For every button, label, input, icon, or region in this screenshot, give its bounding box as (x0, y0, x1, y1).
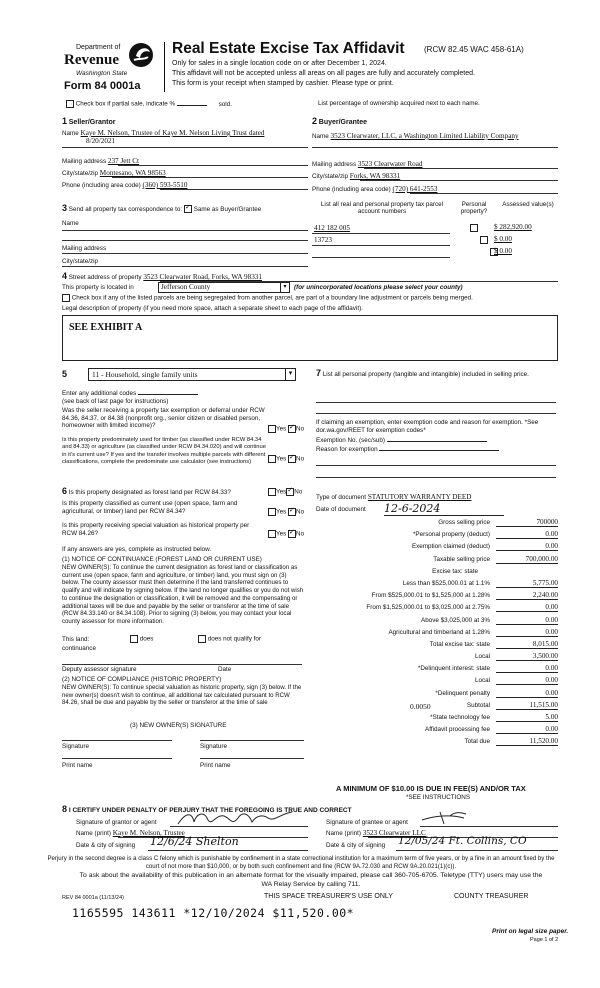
calc-row (312, 591, 558, 603)
calc-label: *State technology fee (430, 714, 490, 721)
calc-label: Taxable selling price (433, 555, 490, 563)
calc-label: From $1,525,000.01 to $3,025,000 at 2.75% (366, 604, 490, 612)
s6-q1-no-checkbox[interactable] (286, 488, 294, 496)
s6-q2-options: Yes ✓ No (268, 508, 304, 516)
parcel-number-1[interactable]: 412 182 005 (314, 224, 350, 232)
partial-sale-label: Check box if partial sale, indicate % (75, 100, 176, 108)
s6-q3-yes-checkbox[interactable] (268, 530, 276, 538)
buyer-mailing-field[interactable]: Mailing address 3523 Clearwater Road (312, 160, 423, 168)
seller-name-value: Kaye M. Nelson, Trustee of Kaye M. Nelson Living Trust dated (80, 129, 265, 137)
unincorporated-note: (for unincorporated locations please select your county) (294, 284, 463, 291)
calc-value[interactable]: 0.00 (496, 542, 558, 551)
calc-row (312, 628, 558, 640)
s5-question-2: Is this property predominately used for timber (as classified under RCW 84.34 and 84.33) or agriculture (as classified under RCW 84.34.020) and will continue in it's current use? If yes and the transfer involves multiple parcels with different classifications, complete the predominate use calculator (see instructions) (62, 437, 266, 465)
calc-value[interactable]: 0.00 (496, 616, 558, 625)
assessed-col-header: Assessed value(s) (502, 201, 554, 208)
s6-question-1: 6 Is this property designated as forest land per RCW 84.33? (62, 486, 231, 496)
calc-value[interactable]: 700000 (496, 518, 558, 527)
s5-question-1: Was the seller receiving a property tax exemption or deferral under RCW 84.36, 84.37, or 84.38 (nonprofit org., senior citizen or disabled person, homeowner with limited income)? (62, 407, 265, 429)
deputy-signature-label: Deputy assessor signature (62, 666, 137, 673)
calc-value[interactable]: 0.00 (496, 725, 558, 734)
notice-2-title: (2) NOTICE OF COMPLIANCE (HISTORIC PROPERTY) (62, 676, 222, 683)
calc-row (312, 737, 558, 749)
new-owner-signature-label-1: Signature (62, 743, 89, 750)
grantor-name-field[interactable]: Name (print) Kaye M. Nelson, Trustee (76, 829, 185, 837)
calc-row (312, 652, 558, 664)
sold-label: sold. (218, 100, 232, 108)
grantor-date-city-label: Date & city of signing (76, 842, 136, 849)
s6-q3-no-checkbox[interactable] (288, 530, 296, 538)
grantor-date-city-value[interactable]: 12/6/24 Shelton (150, 835, 239, 848)
grantee-signature-label: Signature of grantee or agent (326, 819, 408, 826)
s5-q2-yes-checkbox[interactable] (268, 455, 276, 463)
located-in-label: This property is located in (62, 284, 134, 291)
document-type-field[interactable]: Type of document STATUTORY WARRANTY DEED (316, 493, 472, 501)
calc-label: Gross selling price (438, 519, 490, 526)
exemption-instructions: If claiming an exemption, enter exemption code and reason for exemption. *See dor.wa.gov/REET for exemption codes* (316, 419, 539, 434)
county-treasurer-label: COUNTY TREASURER (454, 893, 529, 900)
street-address-field[interactable]: 4 Street address of property 3523 Clearwater Road, Forks, WA 98331 (62, 271, 262, 281)
partial-sale-checkbox[interactable] (66, 100, 74, 108)
chevron-down-icon: ▾ (280, 283, 289, 292)
dor-logo (62, 42, 162, 98)
exemption-number-field[interactable]: Exemption No. (sec/sub) (316, 437, 487, 444)
additional-codes-field[interactable]: Enter any additional codes (62, 390, 198, 397)
s6-q1-yes-checkbox[interactable] (268, 488, 276, 496)
dept-label: Department of (76, 44, 121, 51)
new-owner-print-label-1: Print name (62, 762, 93, 769)
calc-value[interactable]: 700,000.00 (496, 555, 558, 564)
s6-q1-options: Yes✓ No (268, 488, 302, 496)
assessed-value-3[interactable]: $ 0.00 (494, 247, 512, 255)
document-date-value[interactable]: 12-6-2024 (384, 502, 504, 516)
calc-row (312, 713, 558, 725)
s5-q1-options: Yes ✓ No (268, 425, 304, 433)
seller-name-value-2: 8/20/2021 (86, 137, 116, 145)
exemption-reason-field[interactable]: Reason for exemption (316, 446, 499, 453)
calc-label: Local (474, 677, 490, 685)
calc-label: Local (474, 653, 490, 661)
form-number: Form 84 0001a (64, 80, 141, 92)
calc-row (312, 616, 558, 628)
calc-row (312, 542, 558, 554)
grantee-date-city-label: Date & city of signing (326, 842, 386, 849)
calc-label: *Delinquent interest: state (417, 665, 490, 673)
partial-sale-row (66, 100, 232, 108)
calc-label: *Personal property (deduct) (412, 531, 490, 539)
s7-personal-property: 7 List all personal property (tangible and intangible) included in selling price. (316, 368, 529, 378)
s3-name-label: Name (62, 220, 79, 227)
does-not-option: does not qualify for (198, 635, 261, 643)
county-select[interactable] (158, 282, 290, 293)
calc-row (312, 676, 558, 688)
calc-value[interactable]: 2,240.00 (496, 591, 558, 600)
does-not-checkbox[interactable] (198, 635, 206, 643)
calc-row (312, 567, 558, 579)
calc-value[interactable]: 0.00 (496, 603, 558, 612)
certify-statement: 8 I CERTIFY UNDER PENALTY OF PERJURY THAT THE FOREGOING IS TRUE AND CORRECT (62, 804, 352, 814)
if-yes-note: If any answers are yes, complete as instructed below. (62, 546, 212, 553)
county-select-value: Jefferson County (161, 283, 211, 291)
calc-value[interactable]: 11,515.00 (496, 701, 558, 710)
buyer-city-field[interactable]: City/state/zip Forks, WA 98331 (312, 172, 401, 180)
calc-row (312, 725, 558, 737)
deputy-date-label: Date (218, 666, 232, 673)
new-owner-signature-label-2: Signature (200, 743, 227, 750)
s6-question-3: Is this property receiving special valuation as historical property per RCW 84.26? (62, 522, 250, 537)
local-rate-value: 0.0050 (410, 702, 431, 711)
notice-1-text: NEW OWNER(S): To continue the current designation as forest land or classification as current use (open space, farm and agriculture, or timber) land, you must sign on (3) below. The county assessor must then determine if the land transferred continues to qualify and will indicate by signing below. If the land no longer qualifies or you do not wish to continue the designation or classification, it will be removed and the compensating or additional taxes will be due and payable by the seller or transferor at the time of sale (RCW 84.33.140 or 84.34.108). Prior to signing (3) below, you may contact your local county assessor for more information. (62, 564, 304, 625)
perjury-notice: Perjury in the second degree is a class C felony which is punishable by confinement in a state correctional institution for a maximum term of five years, or by a fine in an amount fixed by the court of not more than $10,000, or by both such confinement and fine (RCW 9A.72.030 and RCW 9A.20.021(1)(c)). (47, 855, 555, 870)
calc-value[interactable]: 0.00 (496, 689, 558, 698)
calc-value[interactable]: 0.00 (496, 530, 558, 539)
calc-label: Less than $525,000.01 at 1.1% (402, 579, 490, 587)
calc-label: Excise tax: state (432, 567, 478, 575)
logo-mark-icon (128, 42, 154, 70)
calc-row (312, 518, 558, 530)
new-owner-print-label-2: Print name (200, 762, 231, 769)
state-label: Washington State (76, 70, 128, 77)
treasurer-use-label: THIS SPACE TREASURER'S USE ONLY (264, 893, 393, 900)
calc-label: Exemption claimed (deduct) (411, 543, 490, 551)
notice-3-title: (3) NEW OWNER(S) SIGNATURE (130, 722, 227, 729)
s6-q3-options: Yes ✓ No (268, 530, 304, 538)
calc-row (312, 640, 558, 652)
same-as-buyer-checkbox[interactable] (184, 205, 192, 213)
seller-city-field[interactable]: City/state/zip Montesano, WA 98563 (62, 169, 166, 177)
parcel-number-2[interactable]: 13723 (314, 236, 332, 244)
print-legal-note: Print on legal size paper. (492, 928, 569, 935)
minimum-due-note: A MINIMUM OF $10.00 IS DUE IN FEE(S) AND/OR TAX (336, 784, 526, 793)
grantee-name-field[interactable]: Name (print) 3523 Clearwater LLC (326, 829, 426, 837)
calc-label: Total excise tax: state (429, 640, 490, 648)
chevron-down-icon: ▾ (285, 369, 295, 380)
legal-description-value: SEE EXHIBIT A (69, 322, 143, 333)
land-use-value: 11 - Household, single family units (92, 370, 198, 379)
this-land-label: This land: (62, 636, 90, 643)
seller-phone-field[interactable]: Phone (including area code) (360) 593-5510 (62, 181, 188, 189)
grantee-date-city-value[interactable]: 12/05/24 Ft. Collins, CO (398, 835, 527, 847)
calc-value[interactable]: 5.00 (496, 713, 558, 722)
s6-question-2: Is this property classified as current use (open space, farm and agricultural, or timber) land per RCW 84.34? (62, 500, 238, 515)
page-number: Page 1 of 2 (530, 937, 559, 943)
calc-row (312, 603, 558, 615)
grantor-signature-image (176, 808, 296, 832)
buyer-heading: 2 Buyer/Grantee (312, 116, 368, 126)
revision-label: REV 84 0001a (11/13/24) (62, 895, 124, 901)
s5-q2-options: Yes ✓ No (268, 455, 304, 463)
ada-notice: To ask about the availability of this publication in an alternate format for the visually impaired, please call 360-705-6705. Teletype (TTY) users may use the WA Relay Service by calling 711. (79, 872, 543, 888)
personal-property-checkbox-2[interactable] (480, 236, 488, 244)
notice-1-title: (1) NOTICE OF CONTINUANCE (FOREST LAND OR CURRENT USE) (62, 556, 262, 563)
calc-value[interactable]: 8,015.00 (496, 640, 558, 649)
s5-q2-no-checkbox[interactable] (288, 455, 296, 463)
calc-label: Affidavit processing fee (425, 726, 490, 734)
parcel-col-header: List all real and personal property tax parcel account numbers (320, 201, 444, 215)
document-date-label: Date of document (316, 506, 366, 513)
s5-q1-yes-checkbox[interactable] (268, 425, 276, 433)
calc-label: Above $3,025,000 at 3% (421, 616, 490, 624)
header-note-1: Only for sales in a single location code on or after December 1, 2024. (172, 60, 387, 67)
personal-property-checkbox-1[interactable] (470, 224, 478, 232)
calc-value[interactable]: 11,520.00 (496, 737, 558, 746)
tax-calculation-table (312, 518, 558, 750)
tax-correspondence-row: 3 Send all property tax correspondence to: ✓ Same as Buyer/Grantee (62, 203, 261, 213)
segregated-checkbox[interactable] (62, 294, 70, 302)
notice-2-text: NEW OWNER(S): To continue special valuation as historic property, sign (3) below. If the new owner(s) doesn't wish to continue, all additional tax calculated pursuant to RCW 84.26, shall be due and payable by the seller or transferor at the time of sale (62, 684, 302, 707)
see-instructions-note: *SEE INSTRUCTIONS (406, 794, 471, 801)
header-note-3: This form is your receipt when stamped by cashier. Please type or print. (172, 80, 394, 87)
s6-q2-no-checkbox[interactable] (288, 508, 296, 516)
calc-value[interactable]: 5,775.00 (496, 579, 558, 588)
calc-row (312, 530, 558, 542)
list-percentage-note: List percentage of ownership acquired next to each name. (318, 100, 480, 107)
section-5-number: 5 (62, 369, 68, 379)
personal-col-header: Personal property? (460, 201, 488, 215)
calc-label: Agricultural and timberland at 1.28% (388, 628, 490, 636)
legal-description-label: Legal description of property (if you need more space, attach a separate sheet to each page of the affidavit). (62, 305, 363, 312)
calc-row (312, 555, 558, 567)
land-use-select[interactable] (88, 368, 296, 381)
calc-label: From $525,000.01 to $1,525,000 at 1.28% (371, 592, 490, 600)
legal-description-box[interactable] (62, 315, 558, 361)
revenue-wordmark: Revenue (64, 52, 119, 68)
does-checkbox[interactable] (130, 635, 138, 643)
calc-value[interactable]: 3,500.00 (496, 652, 558, 661)
segregated-row: Check box if any of the listed parcels are being segregated from another parcel, are part of a boundary line adjustment or parcels being merged. (62, 294, 473, 302)
calc-row (312, 701, 558, 713)
s6-q2-yes-checkbox[interactable] (268, 508, 276, 516)
s3-mailing-label: Mailing address (62, 245, 107, 252)
buyer-name-field[interactable]: Name 3523 Clearwater, LLC, a Washington Limited Liability Company (312, 132, 519, 140)
calc-value[interactable]: 0.00 (496, 664, 558, 673)
calc-row (312, 664, 558, 676)
see-back-note: (see back of last page for instructions) (62, 398, 169, 405)
calc-value[interactable]: 0.00 (496, 628, 558, 637)
s5-q1-no-checkbox[interactable] (288, 425, 296, 433)
calc-value[interactable]: 0.00 (496, 676, 558, 685)
header-note-2: This affidavit will not be accepted unless all areas on all pages are fully and accurately completed. (172, 70, 475, 77)
calc-label: Subtotal (466, 701, 490, 709)
form-rcw: (RCW 82.45 WAC 458-61A) (424, 45, 524, 54)
calc-label: *Delinquent penalty (435, 689, 490, 697)
assessed-value-2[interactable]: $ 0.00 (494, 235, 512, 243)
s3-city-label: City/state/zip (62, 258, 99, 265)
grantor-signature-label: Signature of grantor or agent (76, 819, 157, 826)
does-option: does (130, 635, 153, 643)
calc-label: Total due (464, 738, 490, 746)
treasurer-receipt-stamp: 1165595 143611 *12/10/2024 $11,520.00* (72, 906, 355, 920)
calc-row (312, 579, 558, 591)
seller-mailing-field[interactable]: Mailing address 237 Jett Ct (62, 157, 140, 165)
buyer-phone-field[interactable]: Phone (including area code) (720) 641-2553 (312, 185, 438, 193)
calc-row (312, 689, 558, 701)
continuance-label: continuance (62, 645, 96, 652)
assessed-value-1[interactable]: $ 282,920.00 (494, 223, 532, 231)
form-title: Real Estate Excise Tax Affidavit (172, 40, 405, 57)
seller-name-field[interactable]: Name Kaye M. Nelson, Trustee of Kaye M. Nelson Living Trust dated (62, 129, 265, 137)
seller-heading: 1 Seller/Grantor (62, 116, 116, 126)
